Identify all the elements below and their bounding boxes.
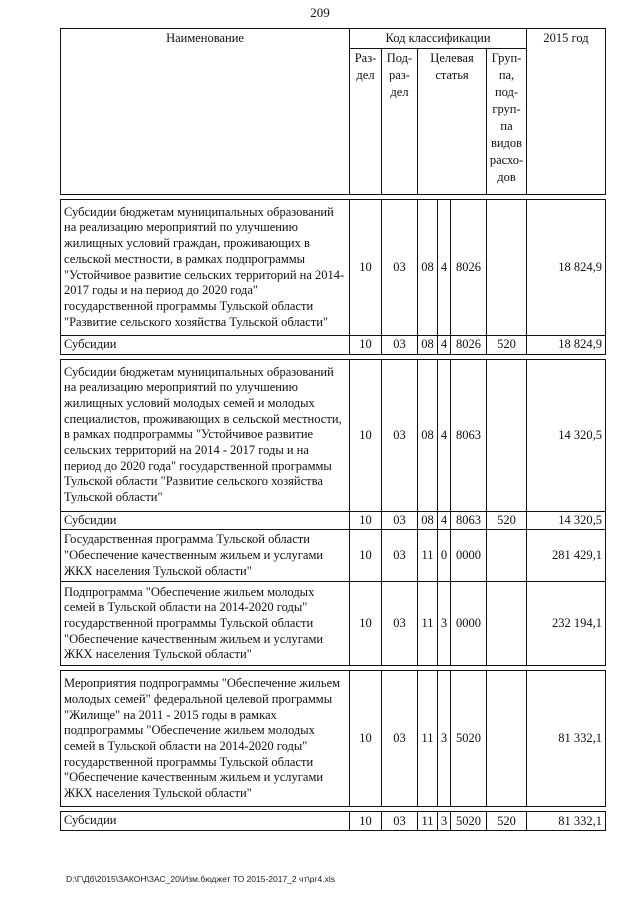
row-subsection: 03 — [382, 671, 418, 807]
row-amount: 232 194,1 — [527, 582, 606, 666]
table-row — [61, 359, 606, 511]
row-amount: 18 824,9 — [527, 200, 606, 336]
row-amount: 14 320,5 — [527, 511, 606, 530]
table-row — [61, 671, 606, 807]
header-code-classification: Код классификации — [350, 29, 527, 49]
row-section: 10 — [350, 200, 382, 336]
row-target-2: 3 — [438, 582, 451, 666]
row-name: Мероприятия подпрограммы "Обеспечение жильем молодых семей" федеральной целевой программы "Жилище" на 2011 - 2015 годы в рамках подпрограммы "Обеспечение жильем молодых семей в Тульской области на 2014-2020 годы" государственной программы Тульской области "Обеспечение качественным жильем и услугами ЖКХ населения Тульской области" — [61, 671, 350, 807]
header-target-article: Целевая статья — [418, 49, 487, 195]
row-target-2: 3 — [438, 812, 451, 831]
row-target-2: 4 — [438, 200, 451, 336]
row-target-3: 0000 — [451, 530, 487, 582]
row-subsection: 03 — [382, 200, 418, 336]
header-section: Раз- дел — [350, 49, 382, 195]
row-subsection: 03 — [382, 336, 418, 355]
row-target-2: 0 — [438, 530, 451, 582]
row-target-2: 4 — [438, 336, 451, 355]
row-subsection: 03 — [382, 511, 418, 530]
row-section: 10 — [350, 359, 382, 511]
row-target-3: 8063 — [451, 359, 487, 511]
row-target-1: 11 — [418, 812, 438, 831]
row-section: 10 — [350, 671, 382, 807]
row-amount: 81 332,1 — [527, 812, 606, 831]
row-amount: 81 332,1 — [527, 671, 606, 807]
row-target-3: 5020 — [451, 671, 487, 807]
row-group: 520 — [487, 511, 527, 530]
page-number: 209 — [310, 5, 330, 20]
row-amount: 14 320,5 — [527, 359, 606, 511]
row-name: Субсидии бюджетам муниципальных образований на реализацию мероприятий по улучшению жилищных условий молодых семей и молодых специалистов, проживающих в сельской местности, в рамках подпрограммы "Устойчивое развитие сельских территорий на 2014 - 2017 годы и на период до 2020 года" государственной программы Тульской области "Развитие сельского хозяйства Тульской области" — [61, 359, 350, 511]
row-group: 520 — [487, 812, 527, 831]
row-target-1: 08 — [418, 336, 438, 355]
row-target-2: 4 — [438, 511, 451, 530]
row-group — [487, 200, 527, 336]
row-group: 520 — [487, 336, 527, 355]
row-section: 10 — [350, 812, 382, 831]
table-row — [61, 336, 606, 355]
row-target-3: 8026 — [451, 200, 487, 336]
row-target-3: 8063 — [451, 511, 487, 530]
row-subsection: 03 — [382, 812, 418, 831]
header-year: 2015 год — [527, 29, 606, 195]
row-subsection: 03 — [382, 359, 418, 511]
table-row — [61, 200, 606, 336]
row-target-1: 08 — [418, 359, 438, 511]
row-group — [487, 359, 527, 511]
row-amount: 281 429,1 — [527, 530, 606, 582]
row-target-1: 11 — [418, 582, 438, 666]
header-subsection: Под- раз- дел — [382, 49, 418, 195]
row-target-1: 08 — [418, 200, 438, 336]
row-section: 10 — [350, 582, 382, 666]
budget-table — [60, 28, 606, 831]
row-name: Подпрограмма "Обеспечение жильем молодых семей в Тульской области на 2014-2020 годы" государственной программы Тульской области "Обеспечение качественным жильем и услугами ЖКХ населения Тульской области" — [61, 582, 350, 666]
row-target-1: 08 — [418, 511, 438, 530]
row-section: 10 — [350, 336, 382, 355]
file-path-footer: D:\Г\Дб\2015\ЗАКОН\ЗАС_20\Изм.бюджет ТО 2015-2017_2 чт\рг4.xls — [66, 874, 336, 884]
row-target-1: 11 — [418, 530, 438, 582]
row-section: 10 — [350, 530, 382, 582]
row-name: Субсидии — [61, 336, 350, 355]
row-target-3: 0000 — [451, 582, 487, 666]
row-target-3: 8026 — [451, 336, 487, 355]
table-row — [61, 530, 606, 582]
header-name: Наименование — [61, 29, 350, 195]
header-group: Груп- па, под- груп- па видов расхо- дов — [487, 49, 527, 195]
row-name: Субсидии бюджетам муниципальных образований на реализацию мероприятий по улучшению жилищных условий граждан, проживающих в сельской местности, в рамках подпрограммы "Устойчивое развитие сельских территорий на 2014-2017 годы и на период до 2020 года" государственной программы Тульской области "Развитие сельского хозяйства Тульской области" — [61, 200, 350, 336]
row-target-3: 5020 — [451, 812, 487, 831]
row-section: 10 — [350, 511, 382, 530]
row-target-2: 3 — [438, 671, 451, 807]
row-group — [487, 671, 527, 807]
row-name: Субсидии — [61, 812, 350, 831]
row-subsection: 03 — [382, 582, 418, 666]
table-row — [61, 511, 606, 530]
row-name: Государственная программа Тульской области "Обеспечение качественным жильем и услугами ЖКХ населения Тульской области" — [61, 530, 350, 582]
row-name: Субсидии — [61, 511, 350, 530]
table-row — [61, 582, 606, 666]
row-subsection: 03 — [382, 530, 418, 582]
row-group — [487, 582, 527, 666]
row-amount: 18 824,9 — [527, 336, 606, 355]
row-target-1: 11 — [418, 671, 438, 807]
header-row-top — [61, 29, 606, 49]
row-group — [487, 530, 527, 582]
table-row — [61, 812, 606, 831]
row-target-2: 4 — [438, 359, 451, 511]
